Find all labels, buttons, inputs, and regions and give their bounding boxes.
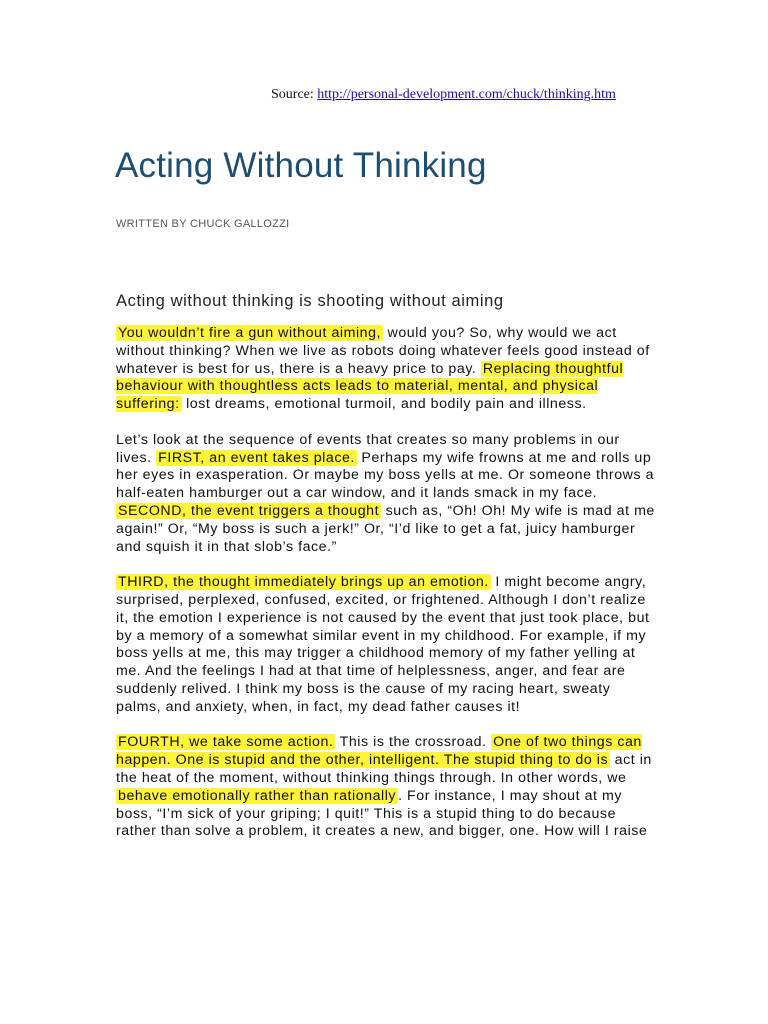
- paragraph-2: [116, 432, 656, 557]
- article-byline: WRITTEN BY CHUCK GALLOZZI: [116, 218, 290, 230]
- highlight: SECOND, the event triggers a thought: [118, 502, 380, 519]
- paragraph-1: [116, 325, 656, 414]
- source-label: Source:: [271, 87, 314, 102]
- paragraph-text: would you? So, why would we act without thinking? When we live as robots doing whatever feels good instead of whatever is best for us, there is a heavy price to pay.: [116, 325, 650, 377]
- article-title: Acting Without Thinking: [115, 146, 487, 185]
- paragraph-4: [116, 734, 656, 841]
- highlight: Replacing thoughtful behaviour with thoughtless acts leads to material, mental, and physical suffering:: [116, 360, 624, 413]
- source-link[interactable]: http://personal-development.com/chuck/thinking.htm: [317, 87, 616, 102]
- paragraph-text: Let’s look at the sequence of events that creates so many problems in our lives.: [116, 431, 620, 466]
- article-body: [116, 325, 656, 859]
- highlight: You wouldn’t fire a gun without aiming,: [118, 325, 382, 341]
- paragraph-text: act in the heat of the moment, without thinking things through. In other words, we: [116, 752, 652, 786]
- paragraph-text: Perhaps my wife frowns at me and rolls up her eyes in exasperation. Or maybe my boss yells at me. Or someone throws a half-eaten hamburger out a car window, and it lands smack in my face.: [116, 449, 655, 502]
- paragraph-text: . For instance, I may shout at my boss, “I’m sick of your griping; I quit!” This is a stupid thing to do because rather than solve a problem, it creates a new, and bigger, one. How will I raise: [116, 787, 648, 840]
- article-subheading: Acting without thinking is shooting without aiming: [116, 292, 504, 310]
- highlight: THIRD, the thought immediately brings up an emotion.: [118, 574, 489, 591]
- source-line: [271, 87, 616, 103]
- highlight: FIRST, an event takes place.: [158, 449, 355, 466]
- paragraph-text: I might become angry, surprised, perplexed, confused, excited, or frightened. Although I don’t realize it, the emotion I experience is not caused by the event that just took place, but by a memory of a somewhat similar event in my childhood. For example, if my boss yells at me, this may trigger a childhood memory of my father yelling at me. And the feelings I had at that time of helplessness, anger, and fear are suddenly relived. I think my boss is the cause of my racing heart, sweaty palms, and anxiety, when, in fact, my dead father causes it!: [116, 574, 650, 715]
- highlight: One of two things can happen. One is stupid and the other, intelligent. The stupid thing to do is: [116, 734, 642, 769]
- paragraph-text: This is the crossroad.: [335, 734, 492, 751]
- paragraph-text: such as, “Oh! Oh! My wife is mad at me again!” Or, “My boss is such a jerk!” Or, “I’d like to get a fat, juicy hamburger and squish it in that slob’s face.”: [116, 502, 655, 555]
- highlight: FOURTH, we take some action.: [118, 734, 334, 751]
- highlight: behave emotionally rather than rationally: [118, 787, 397, 804]
- paragraph-3: [116, 574, 656, 716]
- paragraph-text: lost dreams, emotional turmoil, and bodily pain and illness.: [181, 396, 587, 413]
